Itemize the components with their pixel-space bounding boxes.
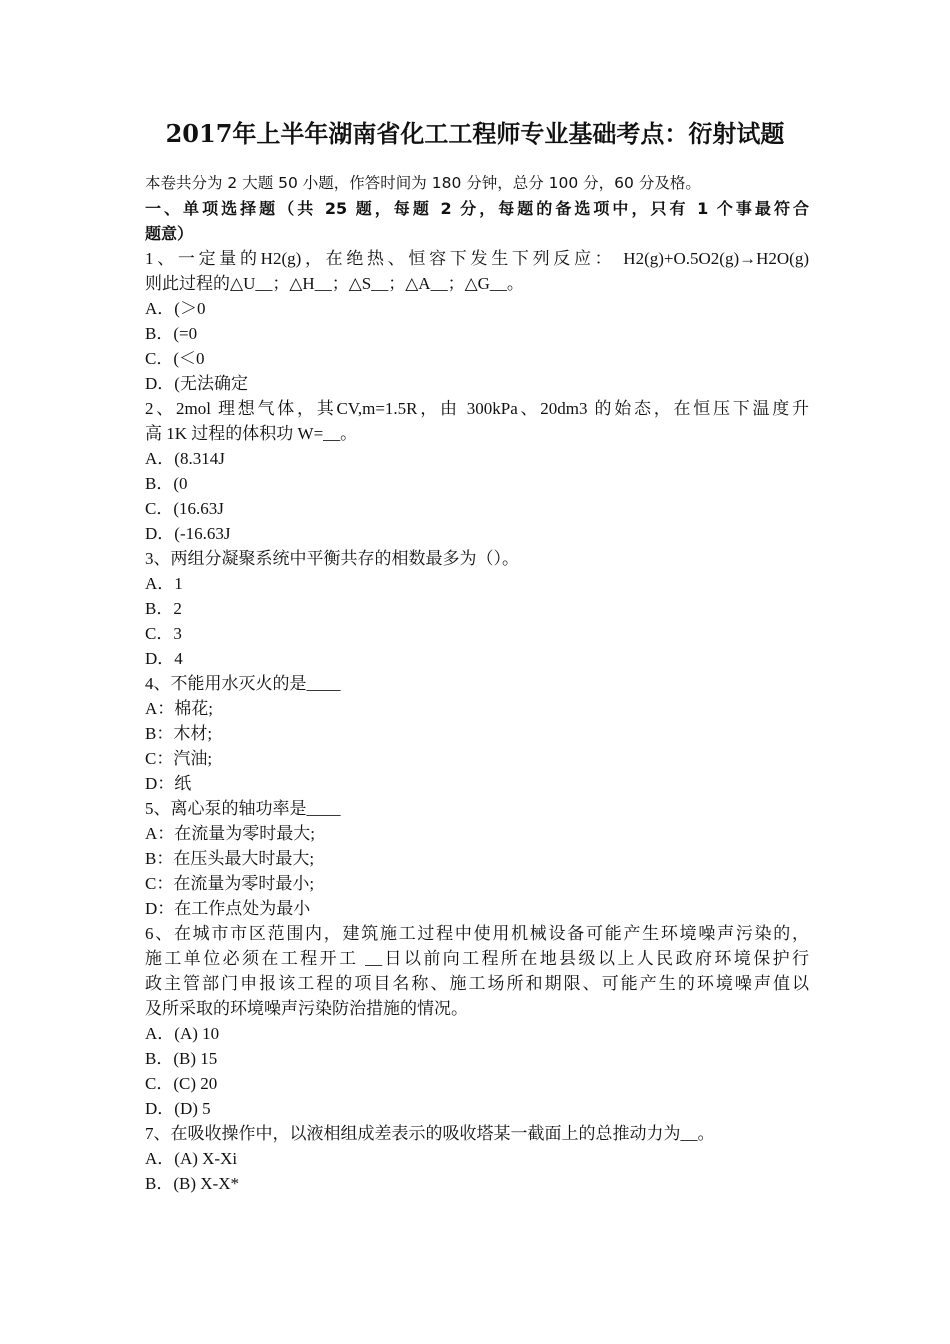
answer-option: B：在压头最大时最大;: [145, 849, 315, 868]
section-heading-line-2: 题意）: [145, 224, 194, 243]
document-body: [145, 171, 809, 1196]
answer-option: C．(＜0: [145, 349, 205, 368]
question-1: [145, 246, 809, 396]
answer-option: A：在流量为零时最大;: [145, 824, 315, 843]
answer-option: D．(无法确定: [145, 374, 248, 393]
question-stem-line: 高 1K 过程的体积功 W=__。: [145, 424, 358, 443]
answer-option: B．(B) 15: [145, 1049, 218, 1068]
answer-option: A．(A) 10: [145, 1024, 220, 1043]
question-stem-line: 施工单位必须在工程开工 __日以前向工程所在地县级以上人民政府环境保护行: [145, 949, 809, 968]
answer-option: A：棉花;: [145, 699, 213, 718]
answer-option: C．3: [145, 624, 182, 643]
question-2: [145, 396, 809, 546]
answer-option: A．(A) X-Xi: [145, 1149, 238, 1168]
answer-option: D．(-16.63J: [145, 524, 231, 543]
question-stem-line: 及所采取的环境噪声污染防治措施的情况。: [145, 999, 468, 1018]
answer-option: A．(8.314J: [145, 449, 225, 468]
answer-option: C：在流量为零时最小;: [145, 874, 315, 893]
question-list: [145, 246, 809, 1196]
answer-option: B．(B) X-X*: [145, 1174, 239, 1193]
answer-option: C：汽油;: [145, 749, 213, 768]
question-3: [145, 546, 809, 671]
section-heading-line-1: 一、单项选择题（共 25 题，每题 2 分，每题的备选项中，只有 1 个事最符合: [145, 199, 809, 218]
exam-instructions: 本卷共分为 2 大题 50 小题，作答时间为 180 分钟，总分 100 分，60 分及格。: [145, 174, 701, 192]
answer-option: D．(D) 5: [145, 1099, 211, 1118]
question-stem-line: 2、2mol 理想气体，其CV,m=1.5R，由 300kPa、20dm3 的始态，在恒压下温度升: [145, 399, 809, 418]
answer-option: B．(=0: [145, 324, 198, 343]
question-stem-line: 3、两组分凝聚系统中平衡共存的相数最多为（）。: [145, 549, 519, 568]
question-stem-line: 4、不能用水灭火的是____: [145, 674, 341, 693]
answer-option: D：在工作点处为最小: [145, 899, 311, 918]
answer-option: C．(C) 20: [145, 1074, 218, 1093]
question-6: [145, 921, 809, 1121]
question-stem-line: 1、一定量的H2(g)，在绝热、恒容下发生下列反应： H2(g)+O.5O2(g)→H2O(g): [145, 249, 809, 268]
answer-option: C．(16.63J: [145, 499, 224, 518]
answer-option: B．2: [145, 599, 182, 618]
question-stem-line: 则此过程的△U__；△H__；△S__；△A__；△G__。: [145, 274, 524, 293]
answer-option: B：木材;: [145, 724, 213, 743]
question-stem-line: 政主管部门申报该工程的项目名称、施工场所和期限、可能产生的环境噪声值以: [145, 974, 809, 993]
answer-option: D．4: [145, 649, 183, 668]
answer-option: D：纸: [145, 774, 192, 793]
question-stem-line: 5、离心泵的轴功率是____: [145, 799, 341, 818]
answer-option: B．(0: [145, 474, 188, 493]
answer-option: A．1: [145, 574, 183, 593]
question-7: [145, 1121, 809, 1196]
question-stem-line: 6、在城市市区范围内，建筑施工过程中使用机械设备可能产生环境噪声污染的，: [145, 924, 809, 943]
question-stem-line: 7、在吸收操作中，以液相组成差表示的吸收塔某一截面上的总推动力为__。: [145, 1124, 715, 1143]
question-4: [145, 671, 809, 796]
answer-option: A．(＞0: [145, 299, 206, 318]
document-title: 2017年上半年湖南省化工工程师专业基础考点：衍射试题: [165, 119, 785, 148]
question-5: [145, 796, 809, 921]
